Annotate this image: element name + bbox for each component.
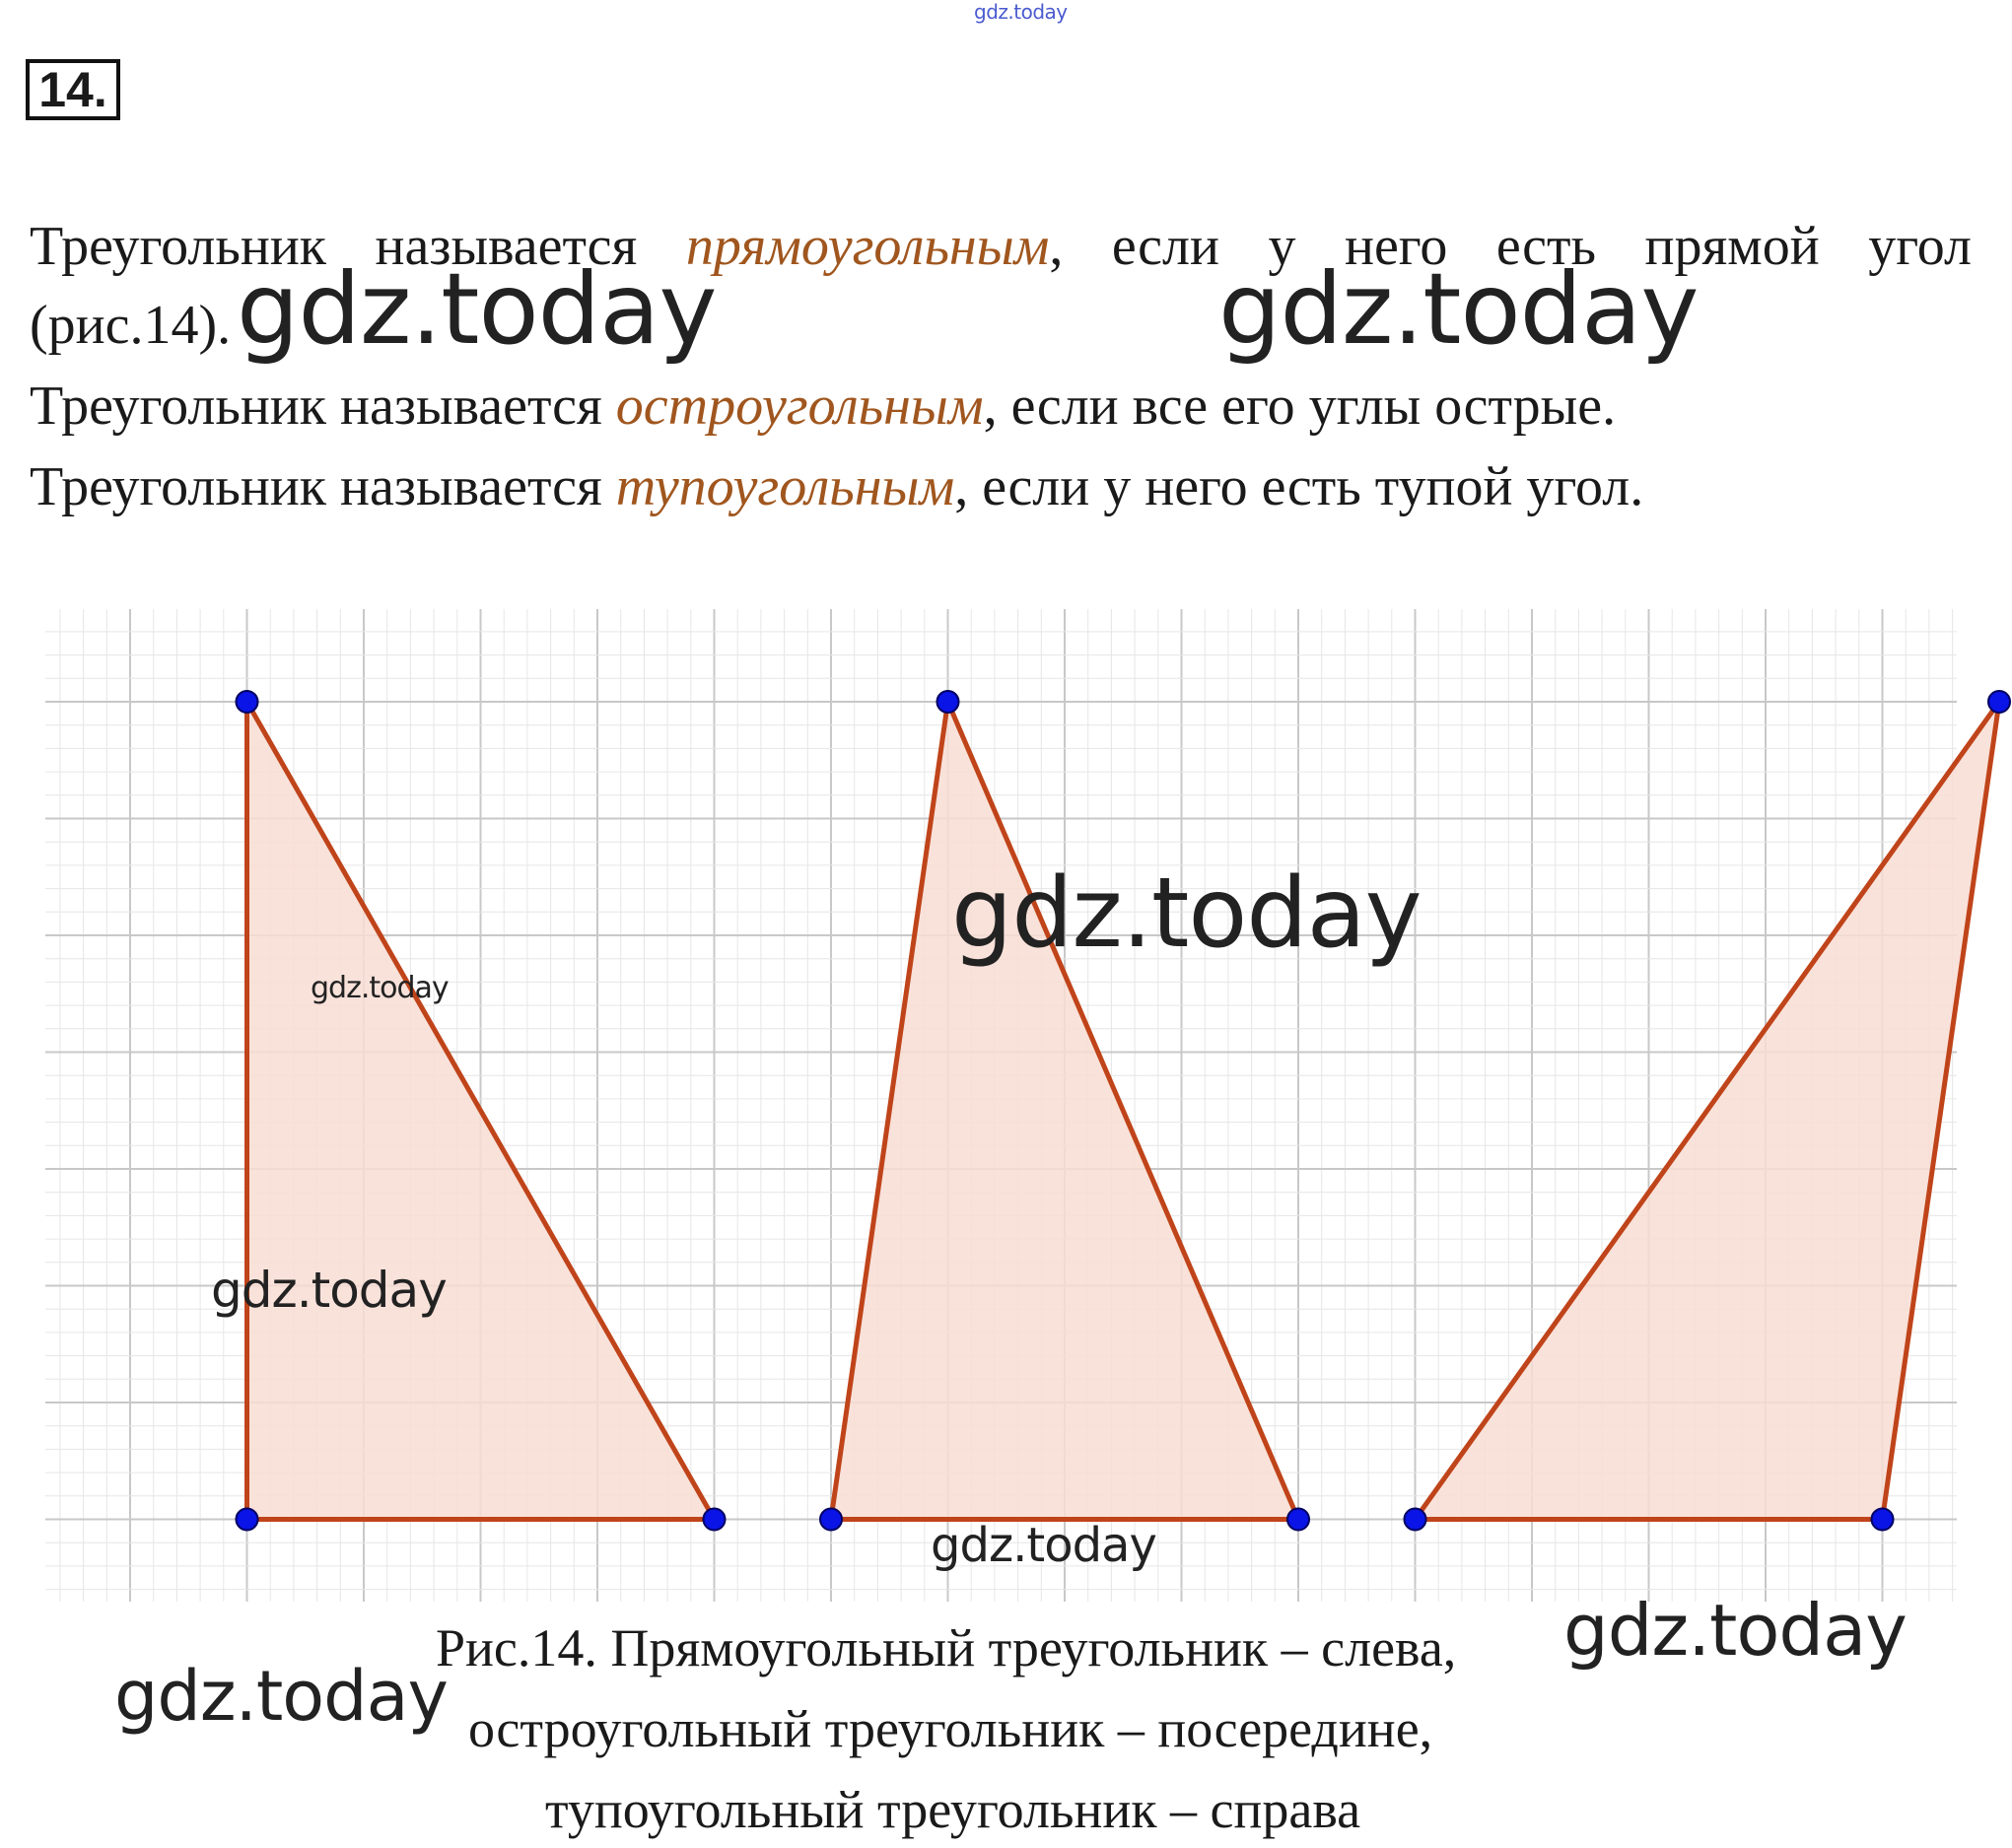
watermark: gdz.today xyxy=(311,971,449,1005)
vertex-point xyxy=(1872,1509,1894,1531)
vertex-point xyxy=(237,691,258,713)
triangles-figure xyxy=(0,591,2012,1607)
definition-right-prefix: Треугольник называется xyxy=(30,216,686,277)
caption-line-2: остроугольный треугольник – посередине, xyxy=(468,1699,1433,1758)
watermark: gdz.today xyxy=(114,1656,448,1737)
figure-reference: (рис.14). xyxy=(30,295,232,356)
term-acute: остроугольным xyxy=(615,376,984,437)
definition-acute-suffix: , если все его углы острые. xyxy=(983,376,1617,437)
vertex-point xyxy=(1405,1509,1426,1531)
term-right: прямоугольным xyxy=(685,216,1050,277)
watermark: gdz.today xyxy=(237,251,717,367)
top-watermark: gdz.today xyxy=(974,0,1068,24)
definition-acute-prefix: Треугольник называется xyxy=(30,376,616,437)
caption-line-1: Рис.14. Прямоугольный треугольник – слева, xyxy=(436,1618,1457,1677)
watermark: gdz.today xyxy=(1563,1589,1907,1672)
vertex-point xyxy=(237,1509,258,1531)
definition-obtuse-prefix: Треугольник называется xyxy=(30,456,616,517)
vertex-point xyxy=(1988,691,2010,713)
watermark: gdz.today xyxy=(931,1518,1156,1573)
watermark: gdz.today xyxy=(211,1262,447,1319)
definition-obtuse xyxy=(30,451,1643,522)
definition-acute xyxy=(30,371,1616,442)
vertex-point xyxy=(704,1509,726,1531)
definition-obtuse-suffix: , если у него есть тупой угол. xyxy=(954,456,1644,517)
caption-line-3: тупоугольный треугольник – справа xyxy=(545,1780,1361,1839)
vertex-point xyxy=(1287,1509,1309,1531)
vertex-point xyxy=(820,1509,842,1531)
problem-number: 14. xyxy=(26,59,120,120)
vertex-point xyxy=(937,691,959,713)
watermark: gdz.today xyxy=(951,857,1422,970)
triangle-obtuse xyxy=(1416,702,2000,1520)
triangles xyxy=(237,691,2011,1531)
term-obtuse: тупоугольным xyxy=(615,456,955,517)
definition-right-suffix: , если у него есть прямой угол xyxy=(1049,216,1972,277)
watermark: gdz.today xyxy=(1218,251,1699,367)
